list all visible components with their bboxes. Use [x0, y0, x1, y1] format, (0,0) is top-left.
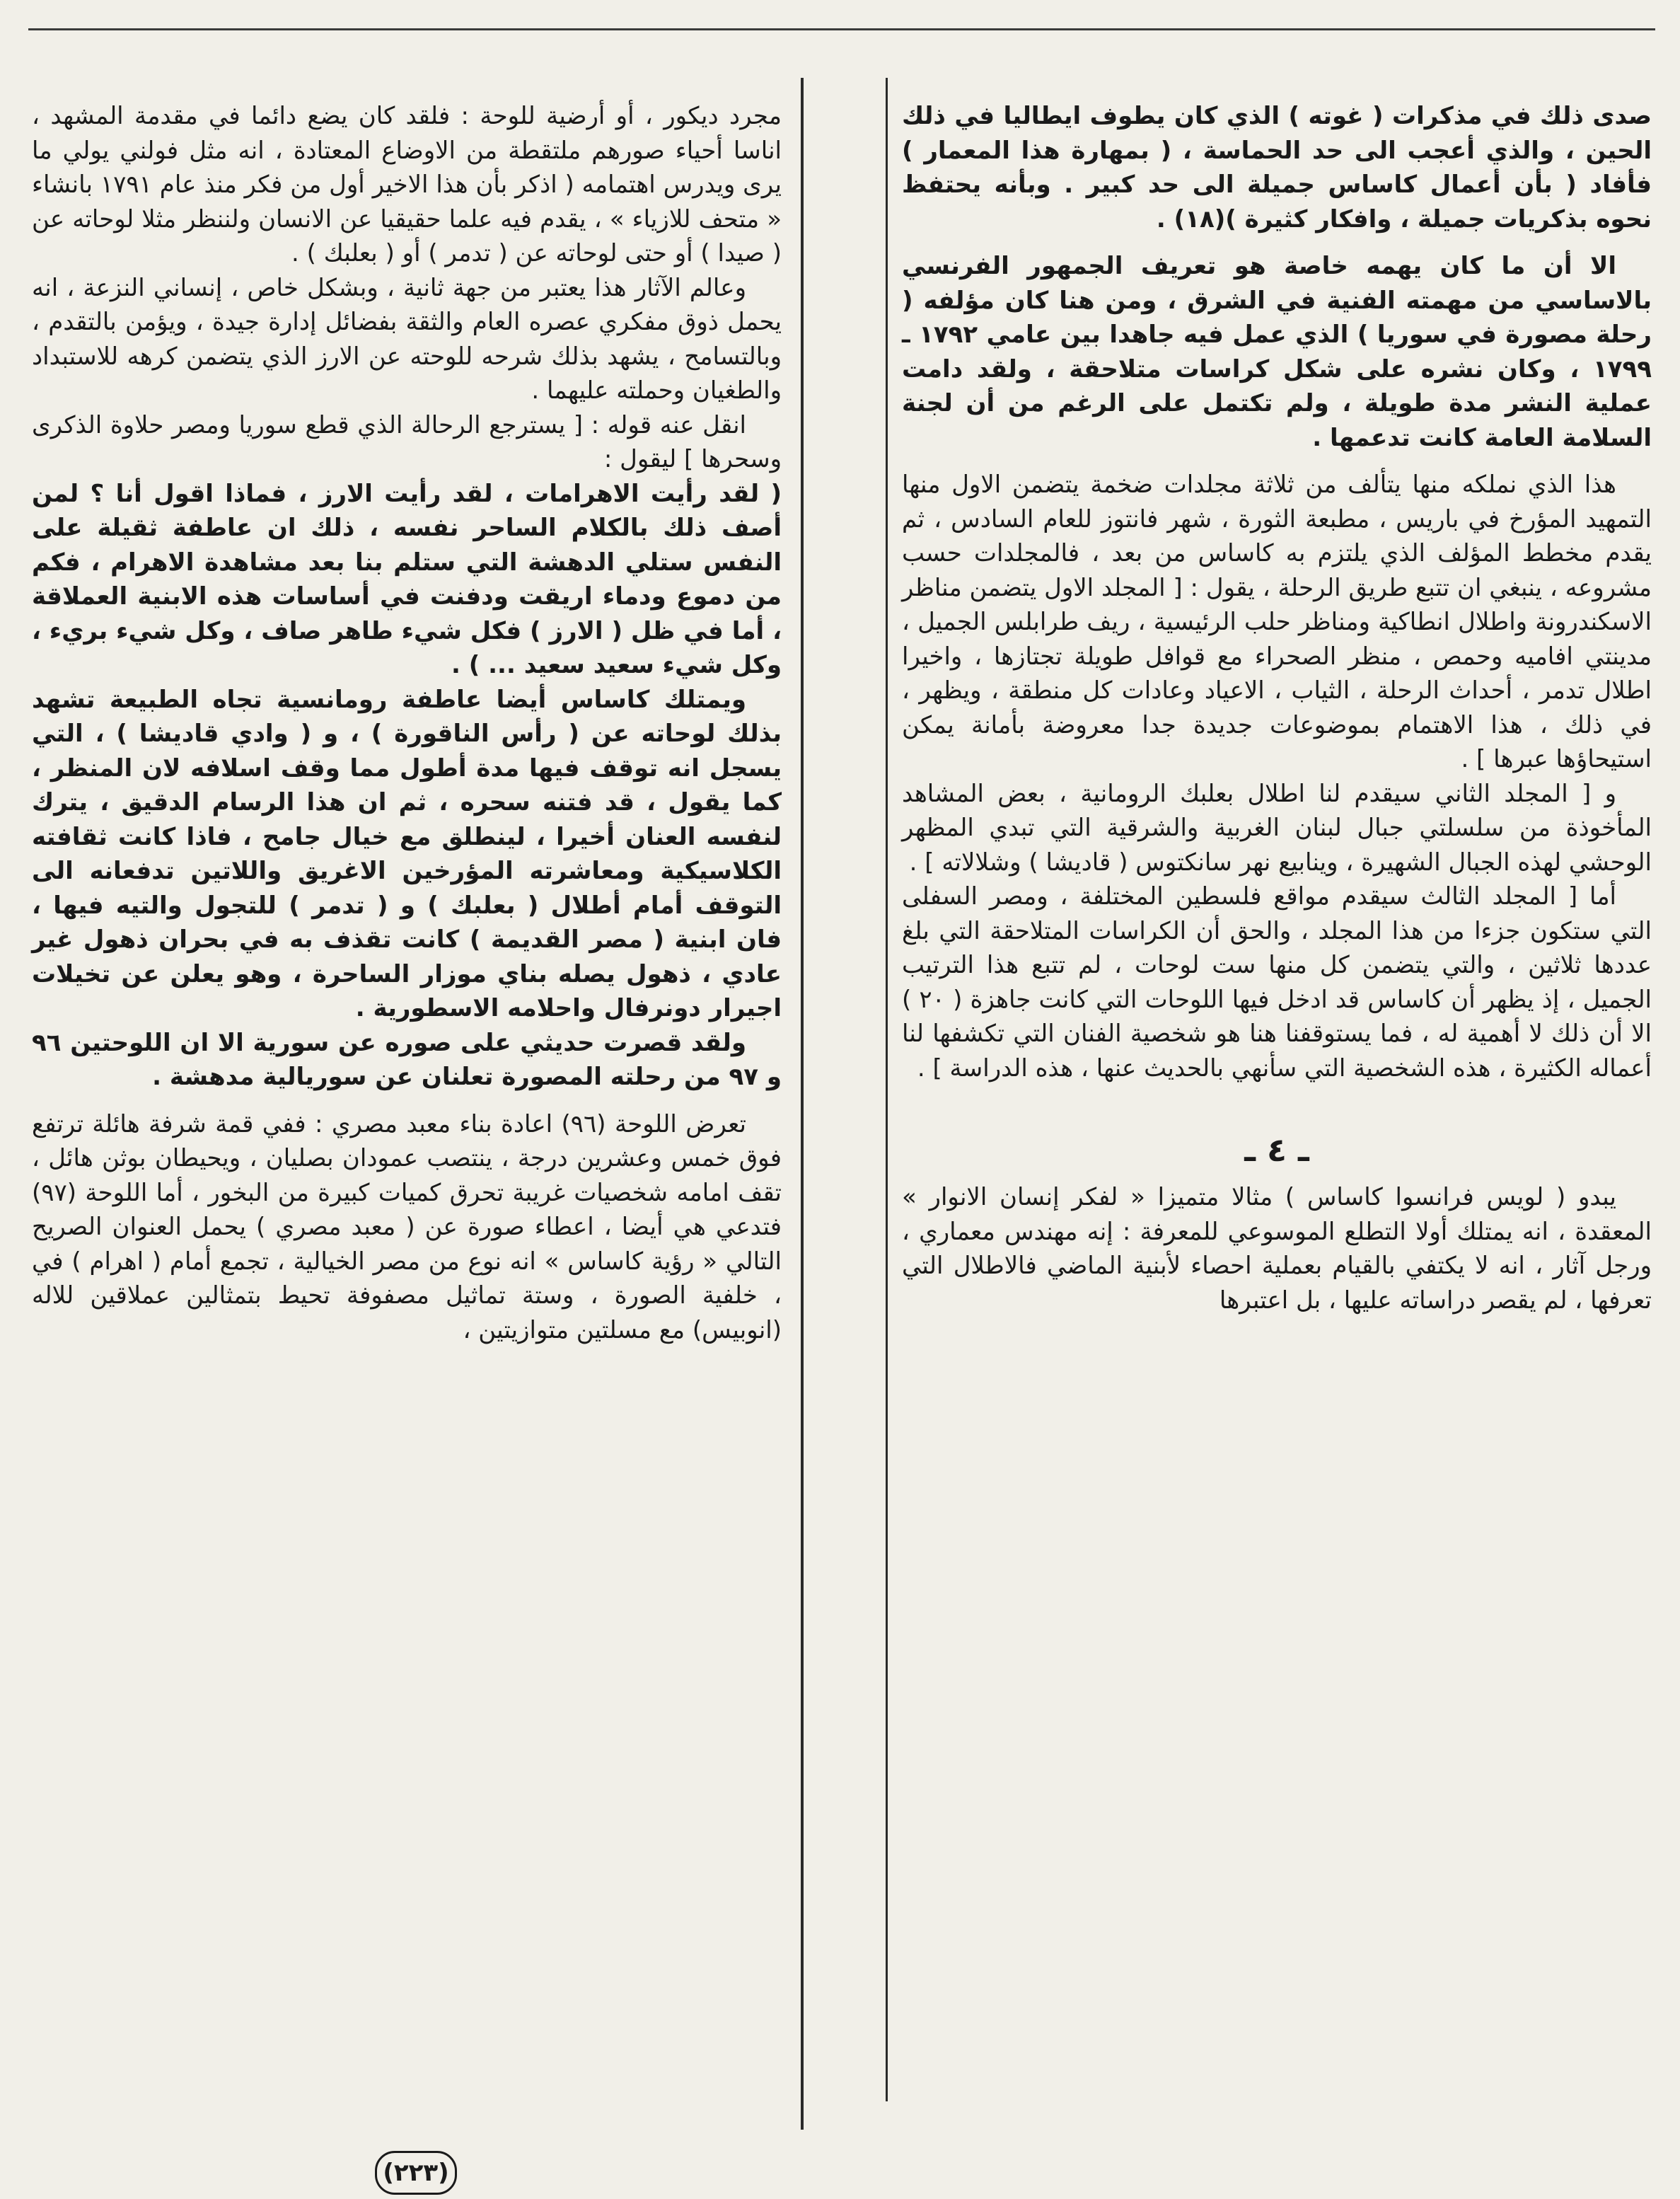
quote-paragraph: ( لقد رأيت الاهرامات ، لقد رأيت الارز ، فماذا اقول أنا ؟ لمن أصف ذلك بالكلام الساحر نفسه ، ذلك ان عاطفة ثقيلة على النفس ستلي الدهشة التي ستلم بنا بعد مشاهدة الاهرام ، فكم من دموع ودماء اريقت ودفنت في أساسات هذه الابنية العملاقة ، أما في ظل ( الارز ) فكل شيء طاهر صاف ، وكل شيء بريء ، وكل شيء سعيد سعيد ... ) .: [32, 479, 782, 679]
right-column: [902, 99, 1652, 1317]
section-number: ـ ٤ ـ: [1244, 1131, 1309, 1169]
paragraph: تعرض اللوحة (٩٦) اعادة بناء معبد مصري : ففي قمة شرفة هائلة ترتفع فوق خمس وعشرين درجة ، ينتصب عمودان بصليان ، ويحيطان بوثن هائل ، تقف امامه شخصيات غريبة تحرق كميات كبيرة من البخور ، أما اللوحة (٩٧) فتدعي هي أيضا ، اعطاء صورة عن ( معبد مصري ) يحمل العنوان الصريح التالي « رؤية كاساس » انه نوع من مصر الخيالية ، تجمع أمام ( اهرام ) في ، خلفية الصورة ، وستة تماثيل مصفوفة تحيط بتمثالين عملاقين للاله (انوبيس) مع مسلتين متوازيتين ،: [32, 1109, 782, 1344]
paragraph: و [ المجلد الثاني سيقدم لنا اطلال بعلبك الرومانية ، بعض المشاهد المأخوذة من سلسلتي جبال لبنان الغربية والشرقية التي تبدي المظهر الوحشي لهذه الجبال الشهيرة ، وينابيع نهر سانكتوس ( قاديشا ) وشلالاته ] .: [902, 779, 1652, 877]
column-divider: [801, 78, 804, 2130]
paragraph: صدى ذلك في مذكرات ( غوته ) الذي كان يطوف ايطاليا في ذلك الحين ، والذي أعجب الى حد الحماسة ، ( بمهارة هذا المعمار ) فأفاد ( بأن أعمال كاساس جميلة الى حد كبير . وبأنه يحتفظ نحوه بذكريات جميلة ، وافكار كثيرة )(١٨) .: [902, 102, 1652, 233]
paragraph: انقل عنه قوله : [ يسترجع الرحالة الذي قطع سوريا ومصر حلاوة الذكرى وسحرها ] ليقول :: [32, 410, 782, 473]
column-divider-outer: [886, 78, 888, 2101]
paragraph: ولقد قصرت حديثي على صوره عن سورية الا ان اللوحتين ٩٦ و ٩٧ من رحلته المصورة تعلنان عن سوريالية مدهشة .: [32, 1028, 782, 1091]
paragraph: هذا الذي نملكه منها يتألف من ثلاثة مجلدات ضخمة يتضمن الاول منها التمهيد المؤرخ في باريس ، مطبعة الثورة ، شهر فانتوز للعام السادس ، ثم يقدم مخطط المؤلف الذي يلتزم به كاساس من بعد ، فالمجلدات حسب مشروعه ، ينبغي ان تتبع طريق الرحلة ، يقول : [ المجلد الاول يتضمن مناظر الاسكندرونة واطلال انطاكية ومناظر حلب الرئيسية ، ريف طرابلس الجميل ، مدينتي افاميه وحمص ، منظر الصحراء مع قوافل طويلة تجتازها ، واخيرا اطلال تدمر ، أحداث الرحلة ، الثياب ، الاعياد وعادات كل منطقة ، ويظهر ، في ذلك ، هذا الاهتمام بموضوعات جديدة جدا معروضة بأمانة يمكن استيحاؤها عبرها ] .: [902, 471, 1652, 773]
page-number: (٢٢٣): [375, 2151, 457, 2195]
paragraph: الا أن ما كان يهمه خاصة هو تعريف الجمهور الفرنسي بالاساسي من مهمته الفنية في الشرق ، ومن هنا كان مؤلفه ( رحلة مصورة في سوريا ) الذي عمل فيه جاهدا بين عامي ١٧٩٢ ـ ١٧٩٩ ، وكان نشره على شكل كراسات متلاحقة ، ولقد دامت عملية النشر مدة طويلة ، ولم تكتمل على الرغم من أن لجنة السلامة العامة كانت تدعمها .: [902, 252, 1652, 452]
paragraph: يبدو ( لويس فرانسوا كاساس ) مثالا متميزا « لفكر إنسان الانوار » المعقدة ، انه يمتلك أولا التطلع الموسوعي للمعرفة : إنه مهندس معماري ، ورجل آثار ، انه لا يكتفي بالقيام بعملية احصاء لأبنية الماضي فالاطلال التي تعرفها ، لم يقصر دراساته عليها ، بل اعتبرها: [902, 1183, 1652, 1315]
left-column: [32, 99, 782, 1347]
paragraph: ويمتلك كاساس أيضا عاطفة رومانسية تجاه الطبيعة تشهد بذلك لوحاته عن ( رأس الناقورة ) ، و ( وادي قاديشا ) ، التي يسجل انه توقف فيها مدة أطول مما وقف اسلافه لان المنظر ، كما يقول ، قد فتنه سحره ، ثم ان هذا الرسام الدقيق ، يترك لنفسه العنان أخيرا ، لينطلق مع خيال جامح ، فاذا كانت ثقافته الكلاسيكية ومعاشرته المؤرخين الاغريق واللاتين تدفعانه الى التوقف أمام أطلال ( بعلبك ) و ( تدمر ) للتجول والتيه فيها ، فان ابنية ( مصر القديمة ) كانت تقذف به في بحران ذهول غير عادي ، ذهول يصله بناي موزار الساحرة ، وهو يعلن عن تخيلات اجيرار دونرفال واحلامه الاسطورية .: [32, 685, 782, 1022]
top-rule: [28, 28, 1655, 30]
paragraph: أما [ المجلد الثالث سيقدم مواقع فلسطين المختلفة ، ومصر السفلى التي ستكون جزءا من هذا المجلد ، والحق أن الكراسات المتلاحقة التي بلغ عددها ثلاثين ، والتي يتضمن كل منها ست لوحات ، لم تتبع هذا الترتيب الجميل ، إذ يظهر أن كاساس قد ادخل فيها اللوحات التي كانت جاهزة ( ٢٠ ) الا أن ذلك لا أهمية له ، فما يستوقفنا هنا هو شخصية الفنان التي تكشفها لنا أعماله الكثيرة ، هذه الشخصية التي سأنهي بالحديث عنها ، هذه الدراسة ] .: [902, 882, 1652, 1083]
paragraph: مجرد ديكور ، أو أرضية للوحة : فلقد كان يضع دائما في مقدمة المشهد ، اناسا أحياء صورهم ملتقطة من الاوضاع المعتادة ، انه مثل فولني يولي ما يرى ويدرس اهتمامه ( اذكر بأن هذا الاخير أول من فكر منذ عام ١٧٩١ بانشاء « متحف للازياء » ، يقدم فيه علما حقيقيا عن الانسان ولننظر مثلا لوحاته عن ( صيدا ) أو حتى لوحاته عن ( تدمر ) أو ( بعلبك ) .: [32, 102, 782, 267]
paragraph: وعالم الآثار هذا يعتبر من جهة ثانية ، وبشكل خاص ، إنساني النزعة ، انه يحمل ذوق مفكري عصره العام والثقة بفضائل إدارة جيدة ، ويؤمن بالتقدم ، وبالتسامح ، يشهد بذلك شرحه للوحته عن الارز الذي يتضمن كرهه للاستبداد والطغيان وحملته عليهما .: [32, 273, 782, 405]
